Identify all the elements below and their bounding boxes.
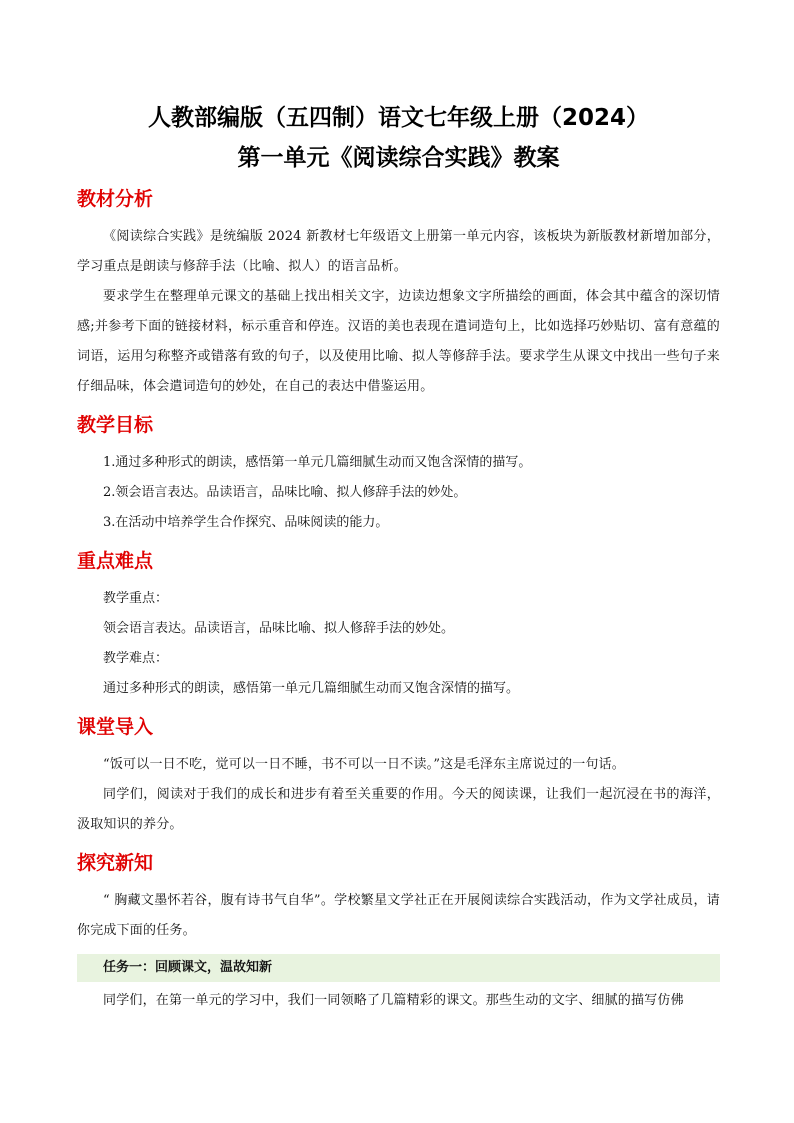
difficulty-label: 教学难点：: [103, 651, 169, 666]
goal-item-3: 3.在活动中培养学生合作探究、品味阅读的能力。: [103, 515, 389, 530]
section-heading-goals: 教学目标: [77, 414, 154, 436]
goal-item-2: 2.领会语言表达。品读语言，品味比喻、拟人修辞手法的妙处。: [103, 485, 467, 500]
analysis-paragraph-2: 要求学生在整理单元课文的基础上找出相关文字，边读边想象文字所描绘的画面，体会其中蕴含的深切情感;并参考下面的链接材料，标示重音和停连。汉语的美也表现在遣词造句上，比如选择巧妙贴切、富有意蕴的词语，运用匀称整齐或错落有致的句子，以及使用比喻、拟人等修辞手法。要求学生从课文中找出一些句子来仔细品味，体会遣词造句的妙处，在自己的表达中借鉴运用。: [77, 289, 720, 394]
section-heading-intro: 课堂导入: [77, 716, 154, 738]
analysis-paragraph-1: 《阅读综合实践》是统编版 2024 新教材七年级语文上册第一单元内容，该板块为新版教材新增加部分，学习重点是朗读与修辞手法（比喻、拟人）的语言品析。: [77, 229, 720, 274]
difficulty-text: 通过多种形式的朗读，感悟第一单元几篇细腻生动而又饱含深情的描写。: [103, 681, 520, 696]
intro-paragraph-2: 同学们，阅读对于我们的成长和进步有着至关重要的作用。今天的阅读课，让我们一起沉浸在书的海洋，汲取知识的养分。: [77, 787, 720, 832]
task-1-bar: 任务一：回顾课文，温故知新: [77, 954, 720, 982]
section-heading-explore: 探究新知: [77, 852, 154, 874]
goal-item-1: 1.通过多种形式的朗读，感悟第一单元几篇细腻生动而又饱含深情的描写。: [103, 455, 532, 470]
document-title-line1: 人教部编版（五四制）语文七年级上册（2024）: [147, 105, 649, 131]
focus-label: 教学重点：: [103, 591, 169, 606]
focus-text: 领会语言表达。品读语言，品味比喻、拟人修辞手法的妙处。: [103, 621, 455, 636]
explore-paragraph-2: 同学们，在第一单元的学习中，我们一同领略了几篇精彩的课文。那些生动的文字、细腻的描写仿佛: [103, 993, 684, 1008]
section-heading-keypoints: 重点难点: [77, 550, 154, 572]
section-heading-analysis: 教材分析: [77, 188, 154, 210]
intro-paragraph-1: “饭可以一日不吃，觉可以一日不睡，书不可以一日不读。”这是毛泽东主席说过的一句话。: [103, 757, 625, 772]
explore-paragraph-1: “ 胸藏文墨怀若谷，腹有诗书气自华”。学校繁星文学社正在开展阅读综合实践活动，作为文学社成员，请你完成下面的任务。: [77, 893, 720, 938]
document-title-line2: 第一单元《阅读综合实践》教案: [237, 145, 560, 171]
